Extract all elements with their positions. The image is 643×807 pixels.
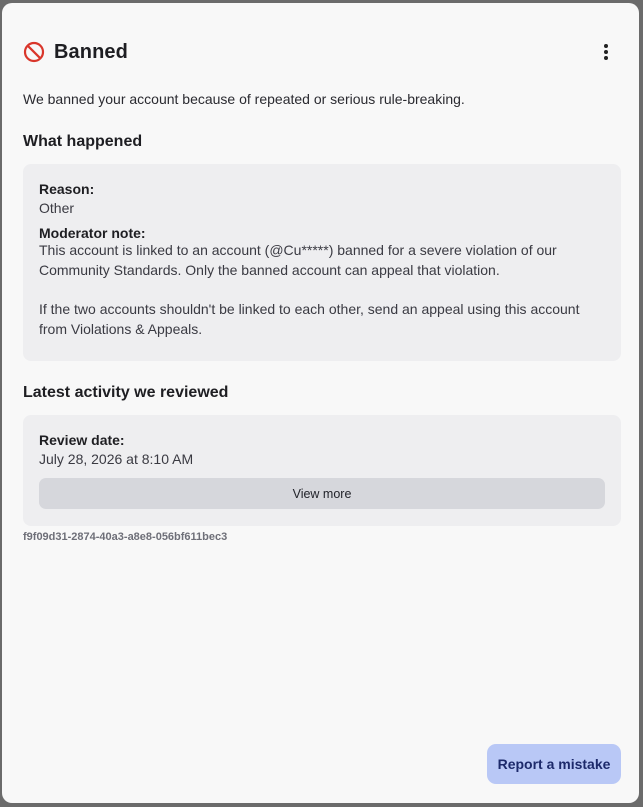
more-vertical-icon <box>604 44 608 48</box>
ban-dialog <box>2 3 639 803</box>
report-mistake-button[interactable]: Report a mistake <box>487 744 621 784</box>
intro-text: We banned your account because of repeated or serious rule-breaking. <box>23 91 465 107</box>
more-vertical-icon-dot <box>604 50 608 54</box>
ban-icon <box>23 41 45 63</box>
what-happened-card <box>23 164 621 361</box>
moderator-note-label: Moderator note: <box>39 225 146 241</box>
moderator-note-paragraph: If the two accounts shouldn't be linked to each other, send an appeal using this account from Violations & Appeals. <box>39 301 580 337</box>
reason-value: Other <box>39 200 75 216</box>
dialog-title: Banned <box>54 40 128 63</box>
more-vertical-icon-dot <box>604 56 608 60</box>
moderator-note-paragraph: This account is linked to an account (@Cu*****) banned for a severe violation of our Community Standards. Only the banned account can appeal that violation. <box>39 242 557 278</box>
more-options-button[interactable] <box>594 40 618 64</box>
reason-label: Reason: <box>39 181 95 197</box>
latest-activity-card <box>23 415 621 526</box>
dialog-header <box>23 37 618 67</box>
reference-id: f9f09d31-2874-40a3-a8e8-056bf611bec3 <box>23 531 228 543</box>
review-date-label: Review date: <box>39 432 125 448</box>
view-more-button[interactable]: View more <box>39 478 605 509</box>
what-happened-heading: What happened <box>23 133 143 150</box>
latest-activity-heading: Latest activity we reviewed <box>23 384 229 401</box>
review-date-value: July 28, 2026 at 8:10 AM <box>39 451 194 467</box>
